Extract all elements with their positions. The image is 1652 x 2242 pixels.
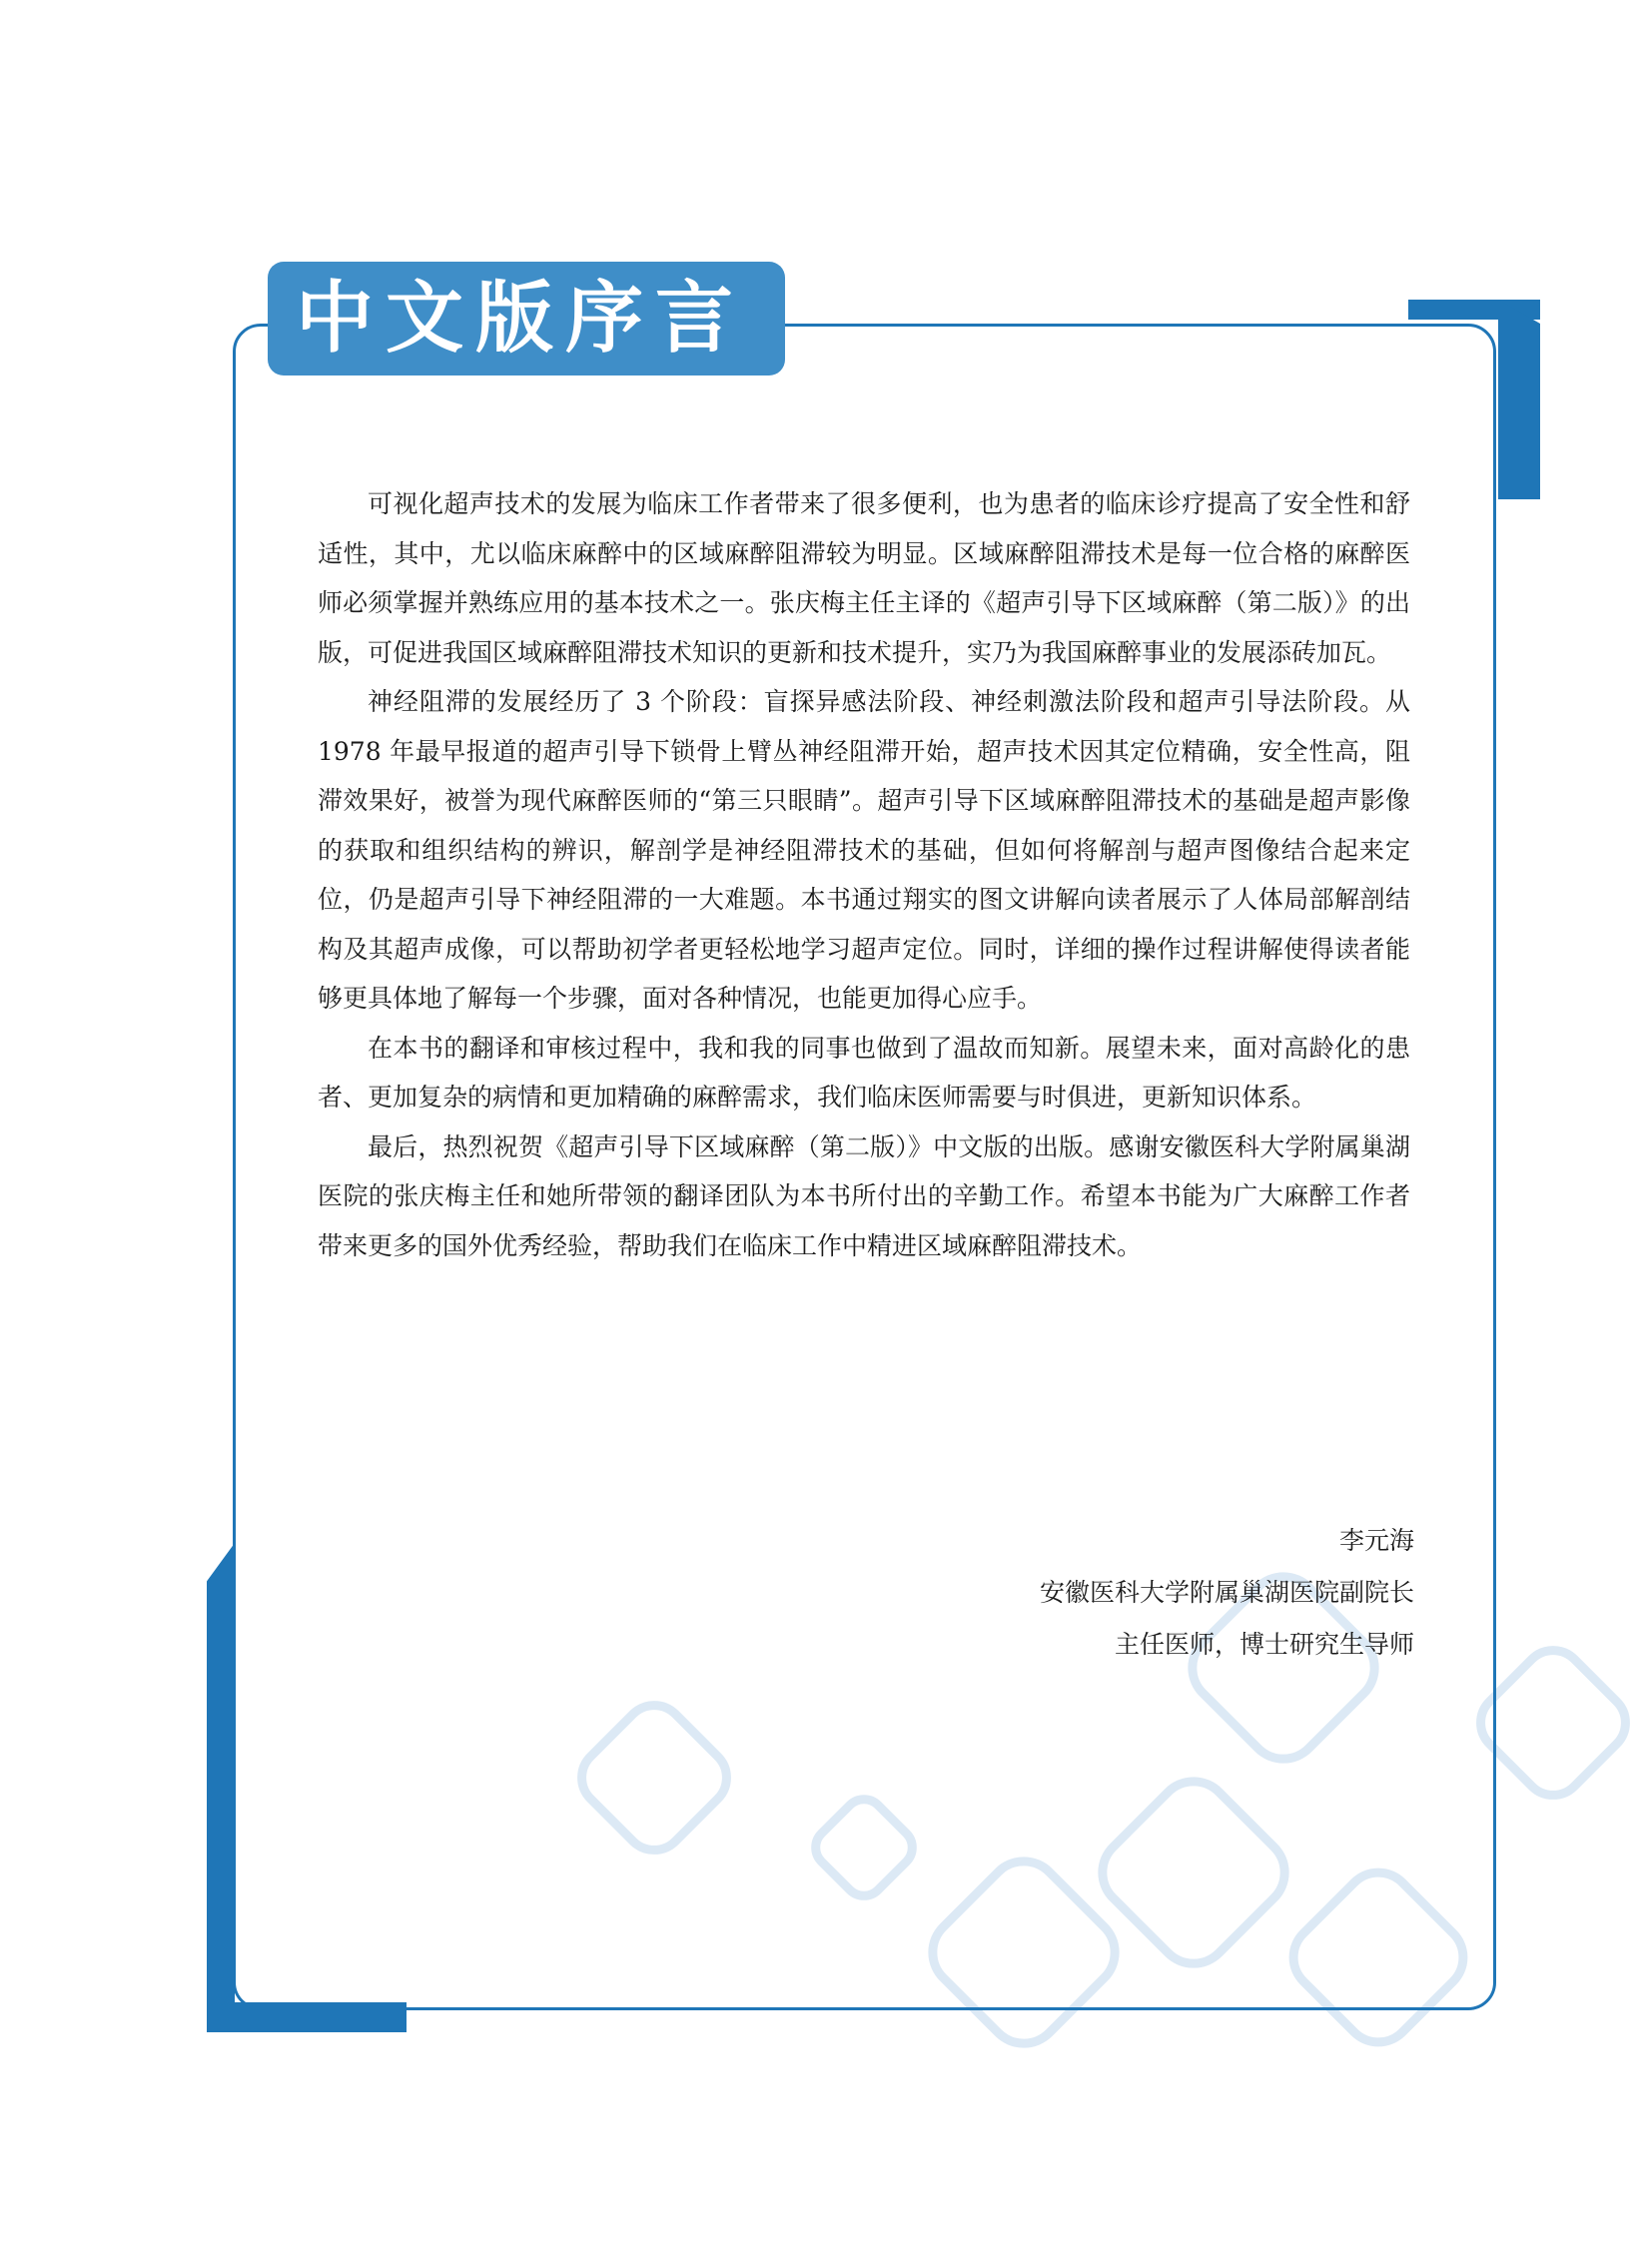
author-titles: 主任医师，博士研究生导师 — [1114, 1630, 1414, 1659]
corner-accent-bottom-left — [207, 1543, 235, 2022]
author-position: 安徽医科大学附属巢湖医院副院长 — [1039, 1578, 1414, 1607]
signature-block — [1040, 1515, 1414, 1671]
title-banner — [268, 262, 785, 375]
paragraph: 可视化超声技术的发展为临床工作者带来了很多便利，也为患者的临床诊疗提高了安全性和舒适性，其中，尤以临床麻醉中的区域麻醉阻滞较为明显。区域麻醉阻滞技术是每一位合格的麻醉医师必须掌握并熟练应用的基本技术之一。张庆梅主任主译的《超声引导下区域麻醉（第二版）》的出版，可促进我国区域麻醉阻滞技术知识的更新和技术提升，实乃为我国麻醉事业的发展添砖加瓦。 — [318, 489, 1410, 667]
author-name: 李元海 — [1338, 1526, 1414, 1555]
corner-accent-top-right — [1498, 300, 1540, 499]
paragraph: 最后，热烈祝贺《超声引导下区域麻醉（第二版）》中文版的出版。感谢安徽医科大学附属巢湖医院的张庆梅主任和她所带领的翻译团队为本书所付出的辛勤工作。希望本书能为广大麻醉工作者带来更多的国外优秀经验，帮助我们在临床工作中精进区域麻醉阻滞技术。 — [318, 1131, 1410, 1260]
paragraph: 在本书的翻译和审核过程中，我和我的同事也做到了温故而知新。展望未来，面对高龄化的患者、更加复杂的病情和更加精确的麻醉需求，我们临床医师需要与时俱进，更新知识体系。 — [318, 1033, 1410, 1112]
page-title: 中文版序言 — [296, 274, 746, 364]
paragraph: 神经阻滞的发展经历了 3 个阶段：盲探异感法阶段、神经刺激法阶段和超声引导法阶段。从 1978 年最早报道的超声引导下锁骨上臂丛神经阻滞开始，超声技术因其定位精确，安全性高，阻滞效果好，被誉为现代麻醉医师的“第三只眼睛”。超声引导下区域麻醉阻滞技术的基础是超声影像的获取和组织结构的辨识，解剖学是神经阻滞技术的基础，但如何将解剖与超声图像结合起来定位，仍是超声引导下神经阻滞的一大难题。本书通过翔实的图文讲解向读者展示了人体局部解剖结构及其超声成像，可以帮助初学者更轻松地学习超声定位。同时，详细的操作过程讲解使得读者能够更具体地了解每一个步骤，面对各种情况，也能更加得心应手。 — [318, 687, 1410, 1013]
preface-body — [318, 479, 1410, 1270]
